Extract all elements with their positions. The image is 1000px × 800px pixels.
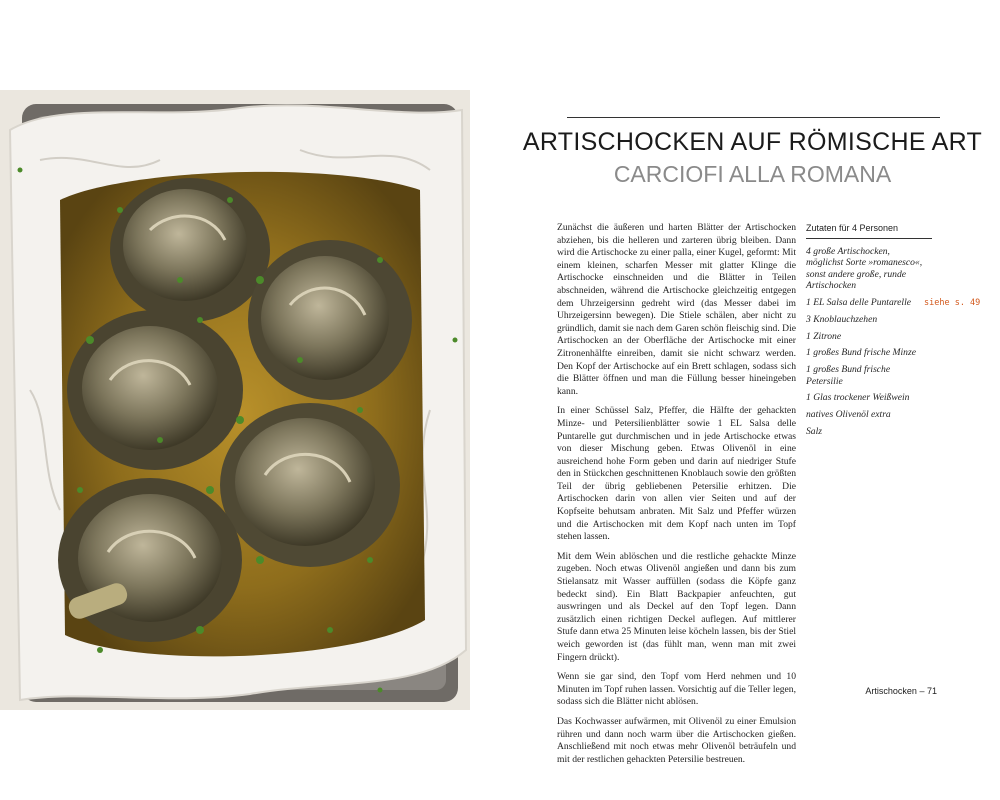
artichoke-photo bbox=[0, 90, 470, 710]
instruction-paragraph: Mit dem Wein ablöschen und die restliche gehackte Minze zugeben. Noch etwas Olivenöl angießen und dann bis zum Stielansatz mit Wasser auffüllen (sodass die Köpfe ganz bedeckt sind). Ein Blatt Backpapier anfeuchten, gut auswringen und als Deckel auf den Topf legen. Dann zusätzlich einen richtigen Deckel auflegen. Auf mittlerer Stufe dann etwa 25 Minuten leise köcheln lassen, bis der Stiel weich geworden ist (das fühlt man, wenn man mit zwei Fingern drückt). bbox=[557, 550, 796, 663]
ingredient-item: 4 große Artischocken, möglichst Sorte »romanesco«, sonst andere große, runde Artischocken bbox=[806, 246, 923, 292]
handwritten-note: siehe s. 49 bbox=[924, 298, 981, 308]
top-rule bbox=[567, 117, 940, 118]
instructions bbox=[557, 222, 796, 773]
ingredient-item: 1 Zitrone bbox=[806, 330, 842, 342]
page-footer bbox=[865, 686, 937, 696]
photo-illustration bbox=[0, 90, 470, 710]
recipe-subtitle: CARCIOFI ALLA ROMANA bbox=[613, 161, 892, 187]
artichoke bbox=[220, 403, 400, 567]
ingredient-item: 1 EL Salsa delle Puntarelle bbox=[806, 297, 911, 309]
ingredient-item: natives Olivenöl extra bbox=[806, 409, 891, 421]
artichoke bbox=[110, 178, 270, 322]
page-number: 71 bbox=[926, 686, 937, 696]
instruction-paragraph: In einer Schüssel Salz, Pfeffer, die Hälfte der gehackten Minze- und Petersilienblätter sowie 1 EL Salsa delle Puntarelle gut durchmischen und in jede Artischocke etwas von dieser Mischung geben. Etwas Olivenöl in eine ausreichend hohe Form geben und darin auf niedriger Stufe den in Stückchen geschnittenen Knoblauch sowie den größten Teil der übrig gebliebenen Petersilie erhitzen. Die Artischocken darin von allen vier Seiten und auf der Kopfseite behutsam anbraten. Mit Salz und Pfeffer würzen und die Artischocken mit dem Kopf nach unten im Topf stehen lassen. bbox=[557, 405, 796, 543]
artichoke bbox=[58, 478, 242, 642]
ingredient-item: 1 großes Bund frische Petersilie bbox=[806, 364, 891, 387]
ingredients-heading: Zutaten für 4 Personen bbox=[806, 223, 899, 233]
ingredient-item: Salz bbox=[806, 426, 822, 437]
footer-separator: – bbox=[919, 686, 925, 696]
ingredient-item: 1 Glas trockener Weißwein bbox=[806, 392, 910, 404]
artichoke bbox=[67, 310, 243, 470]
footer-section: Artischocken bbox=[865, 686, 917, 696]
ingredient-item: 1 großes Bund frische Minze bbox=[806, 347, 916, 359]
ingredient-list bbox=[806, 246, 928, 443]
instruction-paragraph: Das Kochwasser aufwärmen, mit Olivenöl zu einer Emulsion rühren und dann noch warm über die Artischocken gießen. Anschließend mit noch etwas mehr Olivenöl beträufeln und mit der restlichen gehackten Petersilie bestreuen. bbox=[557, 715, 796, 765]
ingredient-item: 3 Knoblauchzehen bbox=[806, 313, 878, 325]
artichoke bbox=[248, 240, 412, 400]
ingredients-rule bbox=[806, 238, 932, 239]
instruction-paragraph: Zunächst die äußeren und harten Blätter der Artischocken abziehen, bis die helleren und zarteren übrig bleiben. Dann wird die Artischocke zu einer palla, einer Kugel, geformt: Mit einem kleinen, scharfen Messer mit glatter Klinge die Artischocke einschneiden und die Blätter in Teilen abschneiden, während die Artischocke gleichzeitig entgegen dem Uhrzeigersinn gedreht wird (das Messer dabei im Uhrzeigersinn bewegen). Die Stiele schälen, aber nicht zu gründlich, damit sie nach dem Garen schön fleischig sind. Die Artischocken an der Oberfläche der Artischocke mit einer Zitronenhälfte einreiben, damit sie nicht schwarz werden. Den Kopf der Artischocke auf ein Brett schlagen, sodass sich die Blätter öffnen und man die Füllung besser hineingeben kann. bbox=[557, 222, 796, 397]
recipe-title: ARTISCHOCKEN AUF RÖMISCHE ART bbox=[522, 128, 983, 156]
instruction-paragraph: Wenn sie gar sind, den Topf vom Herd nehmen und 10 Minuten im Topf ruhen lassen. Vorsichtig auf die Teller legen, sodass sich die Blätter nicht ablösen. bbox=[557, 671, 796, 708]
